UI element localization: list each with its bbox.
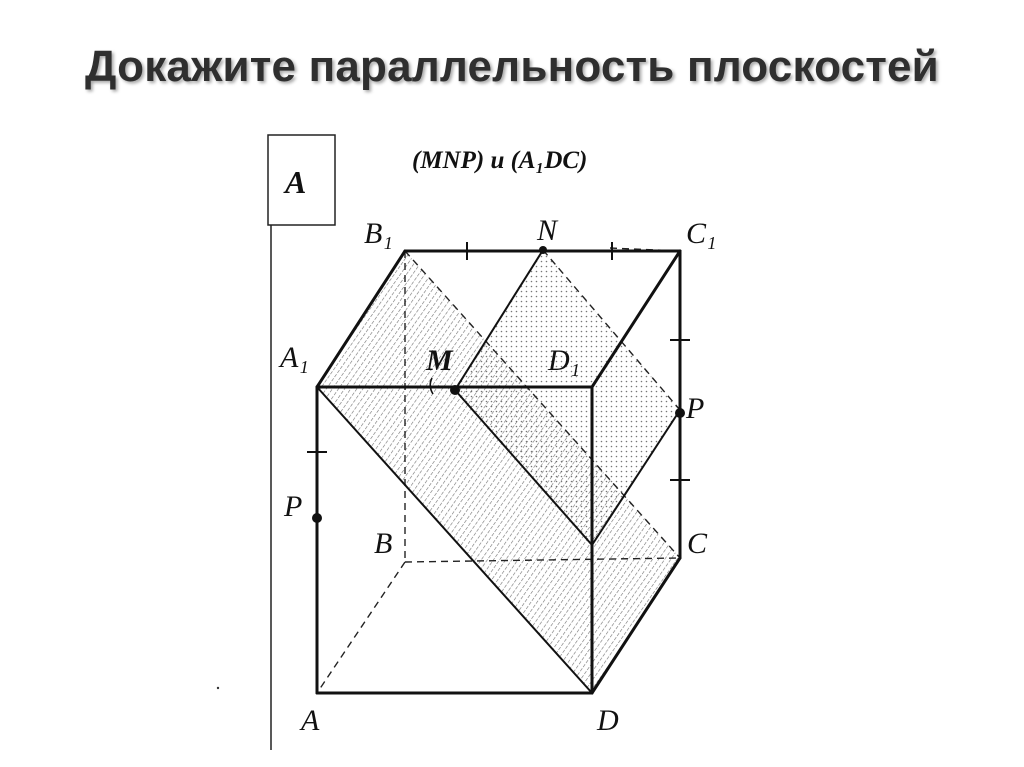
point-p-right	[675, 408, 685, 418]
label-b: B	[374, 527, 393, 560]
label-m: M	[426, 344, 453, 377]
variant-box-letter: А	[285, 164, 307, 200]
label-p-right: P	[686, 392, 705, 425]
point-n	[539, 246, 547, 254]
label-p-left: P	[284, 490, 303, 523]
label-c1: C₁	[686, 217, 717, 250]
point-m	[450, 385, 460, 395]
label-a: A	[301, 704, 320, 737]
stray-dot	[217, 687, 219, 689]
label-d1: D₁	[548, 344, 581, 377]
label-n: N	[537, 214, 558, 247]
label-c: C	[687, 527, 708, 560]
point-p-left	[312, 513, 322, 523]
page-title: Докажите параллельность плоскостей	[85, 42, 939, 91]
label-a1: A₁	[280, 341, 309, 374]
label-b1: B₁	[364, 217, 393, 250]
planes-caption: (MNP) и (A₁DC)	[412, 147, 588, 174]
label-d: D	[597, 704, 619, 737]
